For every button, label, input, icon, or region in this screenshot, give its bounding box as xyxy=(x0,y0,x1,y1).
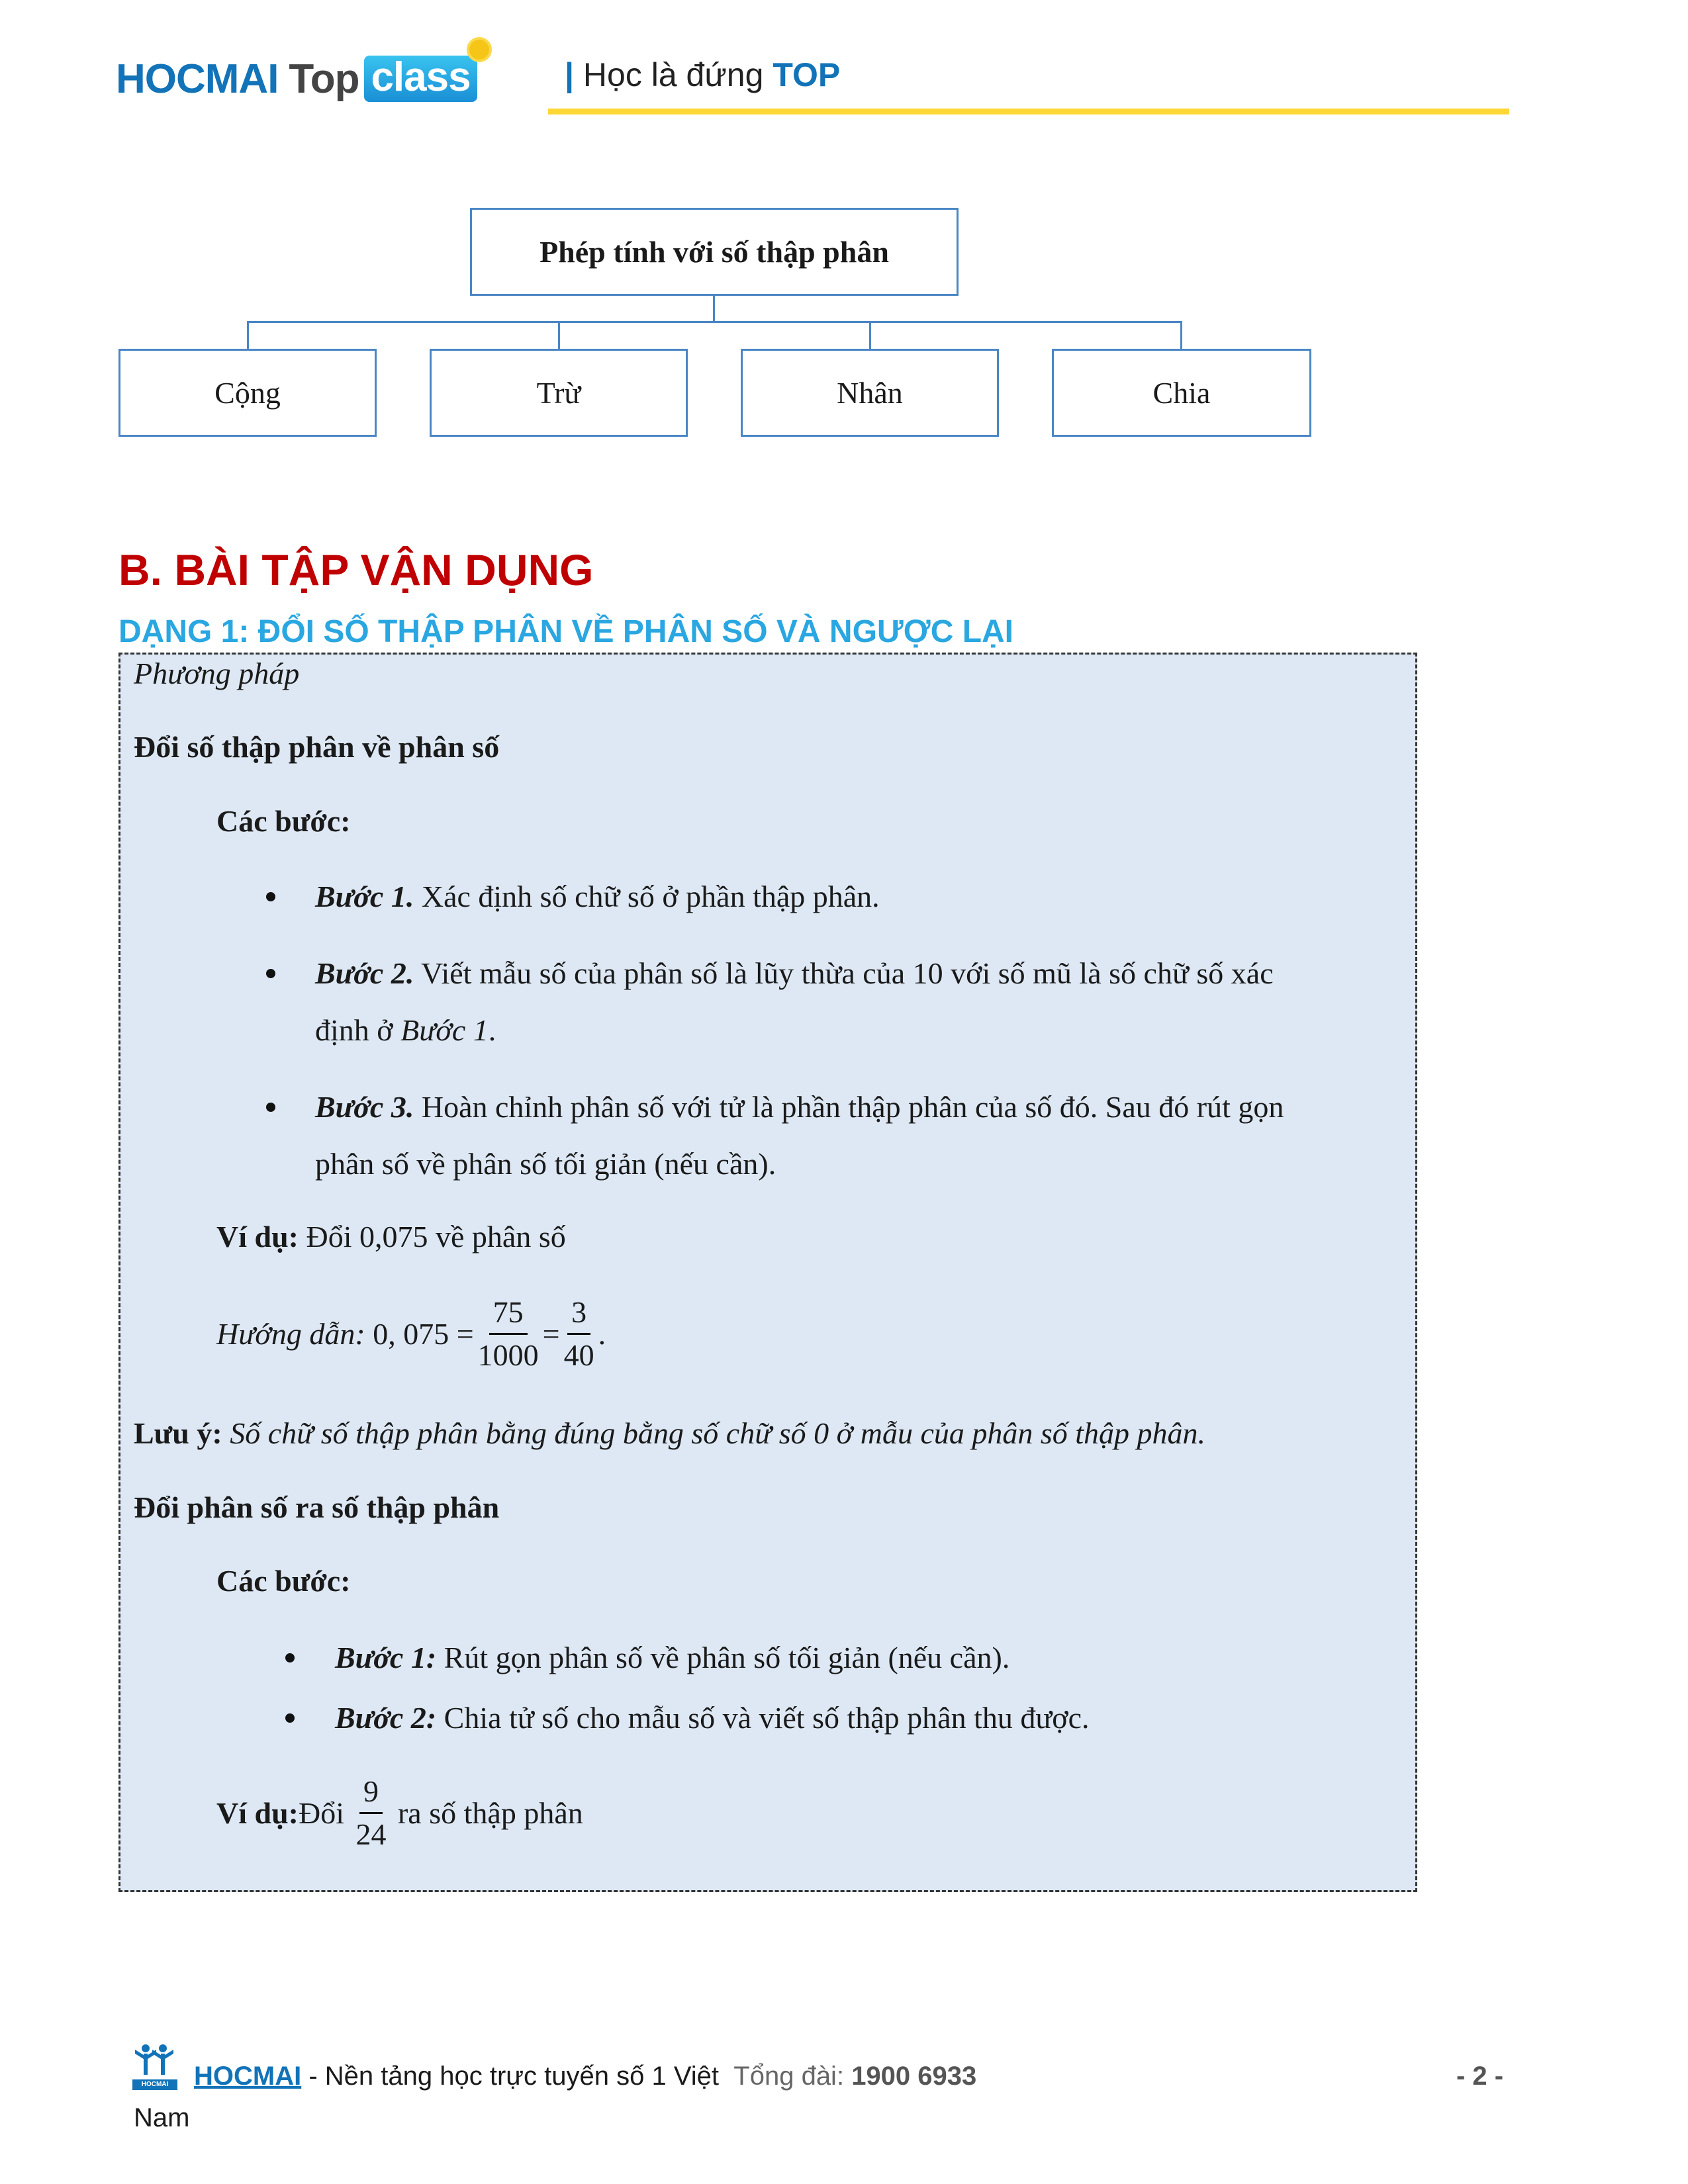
example-text: Đổi xyxy=(298,1796,344,1830)
guide-label: Hướng dẫn: xyxy=(216,1316,365,1351)
diagram-node-tru: Trừ xyxy=(430,349,688,437)
step-label: Bước 3. xyxy=(315,1090,414,1124)
method-label: Phương pháp xyxy=(134,657,300,690)
diagram-node-cong: Cộng xyxy=(118,349,377,437)
fraction xyxy=(564,1292,594,1376)
diagram-connector xyxy=(713,296,715,322)
example-label: Ví dụ: xyxy=(216,1220,299,1253)
step-text: Rút gọn phân số về phân số tối giản (nếu cần). xyxy=(436,1641,1010,1674)
footer-text-cont: Nam xyxy=(134,2103,190,2132)
numerator: 3 xyxy=(567,1292,590,1335)
bullet-icon xyxy=(285,1713,295,1723)
header-divider xyxy=(548,109,1509,114)
diagram-root: Phép tính với số thập phân xyxy=(470,208,959,296)
step-ref: Bước 1 xyxy=(400,1013,489,1047)
part1-step-3 xyxy=(315,1087,1284,1127)
part1-step-1 xyxy=(315,877,880,917)
note-label: Lưu ý: xyxy=(134,1416,222,1450)
logo-top: Top xyxy=(289,56,359,102)
fraction xyxy=(478,1292,539,1376)
example-label: Ví dụ: xyxy=(216,1796,299,1830)
people-icon xyxy=(132,2043,177,2076)
bullet-icon xyxy=(266,1103,275,1112)
footer-line xyxy=(194,2060,976,2093)
bullet-icon xyxy=(266,892,275,901)
star-badge-icon xyxy=(467,37,492,62)
denominator: 1000 xyxy=(477,1338,539,1372)
step-text: định ở xyxy=(315,1013,401,1047)
denominator: 40 xyxy=(563,1338,594,1372)
period: . xyxy=(598,1316,606,1351)
diagram-connector xyxy=(1180,321,1182,349)
part1-guide xyxy=(216,1291,606,1377)
step-label: Bước 1: xyxy=(335,1641,437,1674)
part1-step-3-cont: phân số về phân số tối giản (nếu cần). xyxy=(315,1147,776,1181)
tagline-separator: | xyxy=(565,56,574,93)
fraction xyxy=(355,1771,386,1855)
logo-hocmai: HOCMAI xyxy=(116,56,279,102)
header-tagline xyxy=(565,56,840,94)
part1-note xyxy=(134,1414,1205,1453)
tagline-highlight: TOP xyxy=(773,56,841,93)
diagram-node-nhan: Nhân xyxy=(741,349,999,437)
footer-hocmai-link[interactable]: HOCMAI xyxy=(194,2062,302,2091)
footer-text: - Nền tảng học trực tuyến số 1 Việt xyxy=(301,2062,720,2091)
logo-class-text: class xyxy=(371,54,471,100)
part2-heading: Đổi phân số ra số thập phân xyxy=(134,1490,500,1524)
part2-step-2 xyxy=(335,1698,1090,1738)
equals: = xyxy=(542,1316,560,1351)
logo-class xyxy=(364,56,477,102)
hocmai-topclass-logo xyxy=(116,49,477,109)
step-label: Bước 2: xyxy=(335,1701,437,1735)
part1-steps-label: Các bước: xyxy=(216,804,351,838)
section-subtitle: DẠNG 1: ĐỔI SỐ THẬP PHÂN VỀ PHÂN SỐ VÀ NGƯỢC LẠI xyxy=(118,614,1014,649)
diagram-connector xyxy=(869,321,871,349)
guide-lhs: 0, 075 = xyxy=(373,1316,474,1351)
step-text: . xyxy=(488,1013,496,1047)
example-text: ra số thập phân xyxy=(397,1796,583,1830)
bullet-icon xyxy=(285,1653,295,1662)
footer-hotline: 1900 6933 xyxy=(851,2062,977,2091)
step-text: Xác định số chữ số ở phần thập phân. xyxy=(414,880,880,913)
numerator: 9 xyxy=(359,1771,383,1814)
step-text: Chia tử số cho mẫu số và viết số thập phân thu được. xyxy=(436,1701,1090,1735)
step-label: Bước 1. xyxy=(315,880,414,913)
tagline-text: Học là đứng xyxy=(583,56,764,93)
step-text: Viết mẫu số của phân số là lũy thừa của 10 với số mũ là số chữ số xác xyxy=(414,956,1274,990)
footer-hotline-label: Tổng đài: xyxy=(733,2062,845,2091)
part2-example xyxy=(216,1770,583,1856)
page-number: - 2 - xyxy=(1456,2062,1504,2091)
footer-icon-label: HOCMAI xyxy=(132,2079,177,2090)
numerator: 75 xyxy=(489,1292,528,1335)
note-text: Số chữ số thập phân bằng đúng bằng số chữ số 0 ở mẫu của phân số thập phân. xyxy=(222,1416,1206,1450)
denominator: 24 xyxy=(355,1817,387,1851)
part2-step-1 xyxy=(335,1638,1009,1678)
section-title: B. BÀI TẬP VẬN DỤNG xyxy=(118,545,594,594)
step-label: Bước 2. xyxy=(315,956,414,990)
part2-steps-label: Các bước: xyxy=(216,1564,351,1598)
diagram-connector xyxy=(247,321,1182,323)
part1-example xyxy=(216,1217,566,1257)
part1-step-2 xyxy=(315,954,1274,993)
part1-heading: Đổi số thập phân về phân số xyxy=(134,730,500,764)
hocmai-footer-icon xyxy=(132,2043,177,2089)
step-text: Hoàn chỉnh phân số với tử là phần thập phân của số đó. Sau đó rút gọn xyxy=(414,1090,1284,1124)
diagram-connector xyxy=(558,321,560,349)
example-text: Đổi 0,075 về phân số xyxy=(298,1220,566,1253)
diagram-node-chia: Chia xyxy=(1052,349,1311,437)
part1-step-2-cont xyxy=(315,1011,496,1050)
bullet-icon xyxy=(266,969,275,978)
diagram-connector xyxy=(247,321,249,349)
